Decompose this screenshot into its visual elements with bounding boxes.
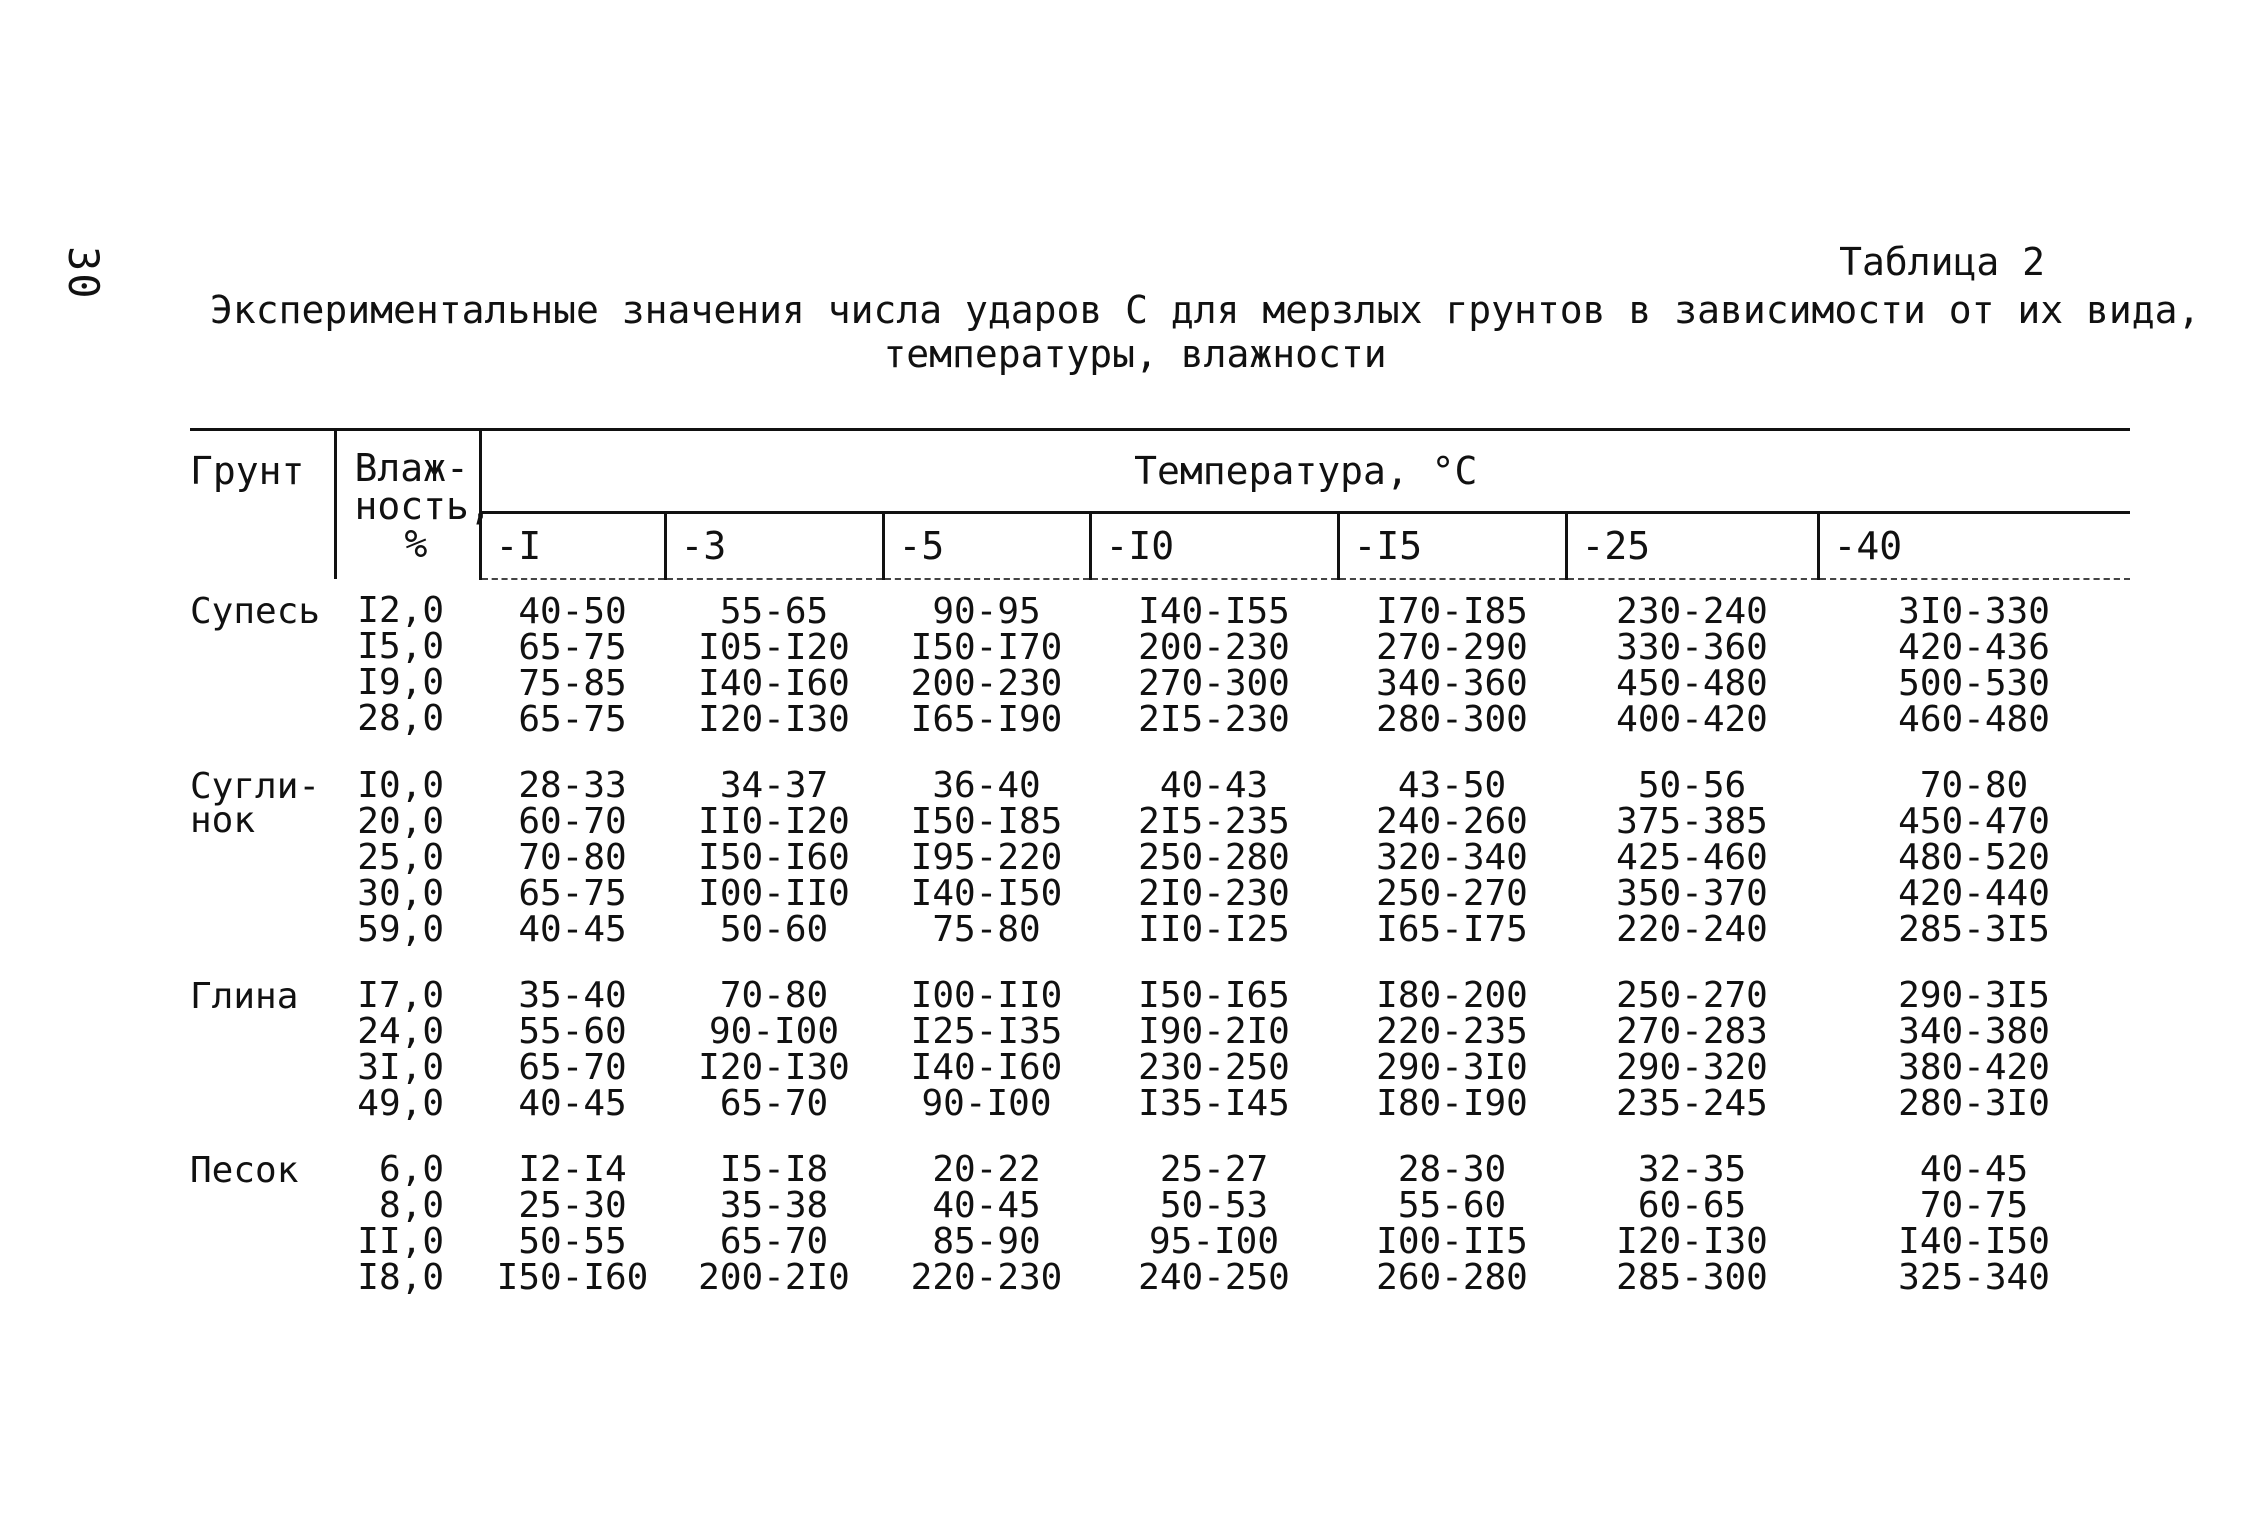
blow-count-value: 285-3I5	[1898, 909, 2050, 950]
soil-name-line: Сугли-	[190, 766, 321, 807]
blow-count-value: 35-40	[518, 975, 627, 1016]
moisture-value: 49,0	[357, 1083, 444, 1124]
blow-count-cell	[1818, 754, 2130, 964]
blow-count-value: I5-I8	[719, 1149, 829, 1190]
page-number: 30	[59, 246, 108, 301]
moisture-value: 24,0	[357, 1011, 444, 1052]
header-moisture-unit: %	[404, 522, 428, 566]
blow-count-value: 285-300	[1616, 1257, 1768, 1298]
moisture-value: 25,0	[357, 837, 444, 878]
moisture-value: 3I,0	[357, 1047, 444, 1088]
blow-count-value: 90-I00	[921, 1083, 1052, 1124]
blow-count-value: 50-53	[1159, 1185, 1269, 1226]
blow-count-value: 260-280	[1376, 1257, 1528, 1298]
blow-count-value: 90-I00	[708, 1011, 840, 1052]
blow-count-value: I2-I4	[518, 1149, 627, 1190]
header-temp-col-6: -25	[1566, 513, 1818, 580]
blow-count-value: 70-80	[1919, 765, 2029, 806]
blow-count-cell	[883, 579, 1090, 754]
soil-name-cell	[190, 754, 335, 964]
blow-count-cell	[1090, 1138, 1338, 1312]
blow-count-value: 340-360	[1376, 663, 1528, 704]
blow-count-value: 40-45	[932, 1185, 1041, 1226]
blow-count-value: 65-75	[518, 699, 627, 740]
blow-count-value: 500-530	[1898, 663, 2050, 704]
blow-count-value: 230-240	[1616, 591, 1768, 632]
blow-count-value: 65-70	[719, 1221, 829, 1262]
blow-count-value: 425-460	[1616, 837, 1768, 878]
blow-count-value: I20-I30	[1616, 1221, 1768, 1262]
data-table	[190, 428, 2130, 1312]
blow-count-value: 40-45	[518, 909, 627, 950]
blow-count-cell	[1566, 964, 1818, 1138]
blow-count-value: 2I5-235	[1138, 801, 1290, 842]
header-temp-col-3: -5	[883, 513, 1090, 580]
blow-count-value: 240-250	[1138, 1257, 1290, 1298]
blow-count-value: I25-I35	[910, 1011, 1063, 1052]
moisture-value: 30,0	[357, 873, 444, 914]
blow-count-value: 325-340	[1898, 1257, 2050, 1298]
blow-count-value: 400-420	[1616, 699, 1768, 740]
blow-count-value: 65-75	[518, 627, 627, 668]
blow-count-cell	[1566, 1138, 1818, 1312]
blow-count-value: 20-22	[932, 1149, 1041, 1190]
blow-count-value: 25-30	[518, 1185, 627, 1226]
blow-count-value: 70-75	[1919, 1185, 2029, 1226]
blow-count-value: I50-I70	[910, 627, 1063, 668]
blow-count-cell	[1090, 579, 1338, 754]
soil-name-line: нок	[190, 800, 256, 841]
blow-count-value: 28-33	[518, 765, 627, 806]
blow-count-value: 320-340	[1376, 837, 1528, 878]
moisture-value: 28,0	[357, 698, 444, 739]
header-moisture-line1: Влаж-	[354, 446, 469, 490]
soil-name-line: Супесь	[190, 591, 321, 632]
moisture-cell	[335, 964, 480, 1138]
blow-count-value: 235-245	[1616, 1083, 1768, 1124]
blow-count-cell	[480, 964, 665, 1138]
header-temp-col-2: -3	[665, 513, 883, 580]
blow-count-value: I50-I60	[496, 1257, 649, 1298]
moisture-value: I9,0	[357, 662, 444, 703]
blow-count-cell	[665, 964, 883, 1138]
blow-count-value: II0-I25	[1138, 909, 1290, 950]
blow-count-value: 55-60	[1397, 1185, 1507, 1226]
blow-count-value: 200-2I0	[698, 1257, 850, 1298]
header-moisture-line2: ность,	[354, 484, 492, 528]
blow-count-value: 270-300	[1138, 663, 1290, 704]
moisture-value: I7,0	[357, 975, 444, 1016]
blow-count-cell	[1338, 1138, 1566, 1312]
header-soil: Грунт	[190, 430, 335, 580]
blow-count-value: 280-3I0	[1898, 1083, 2050, 1124]
blow-count-value: 70-80	[719, 975, 829, 1016]
blow-count-value: 330-360	[1616, 627, 1768, 668]
moisture-value: I2,0	[357, 590, 444, 631]
moisture-cell	[335, 1138, 480, 1312]
blow-count-cell	[1090, 754, 1338, 964]
blow-count-value: I00-II0	[910, 975, 1063, 1016]
table-title	[210, 288, 2201, 376]
blow-count-value: I20-I30	[698, 1047, 850, 1088]
moisture-value: I5,0	[357, 626, 444, 667]
moisture-value: 20,0	[357, 801, 444, 842]
blow-count-value: 290-320	[1616, 1047, 1768, 1088]
blow-count-cell	[883, 754, 1090, 964]
header-moisture	[335, 430, 492, 580]
moisture-value: I8,0	[357, 1257, 444, 1298]
blow-count-value: I80-I90	[1376, 1083, 1528, 1124]
blow-count-value: 43-50	[1397, 765, 1507, 806]
blow-count-value: 200-230	[910, 663, 1063, 704]
table-body	[190, 579, 2130, 1312]
blow-count-value: 50-60	[719, 909, 829, 950]
header-temperature: Температура, °С	[480, 430, 2130, 513]
blow-count-value: 230-250	[1138, 1047, 1290, 1088]
blow-count-value: 75-80	[932, 909, 1041, 950]
blow-count-cell	[1818, 964, 2130, 1138]
blow-count-value: 290-3I0	[1376, 1047, 1528, 1088]
table-label: Таблица 2	[1839, 240, 2045, 284]
blow-count-value: 460-480	[1898, 699, 2050, 740]
blow-count-value: I05-I20	[698, 627, 850, 668]
blow-count-value: 65-70	[518, 1047, 627, 1088]
blow-count-value: 250-280	[1138, 837, 1290, 878]
blow-count-value: 40-45	[1919, 1149, 2029, 1190]
blow-count-value: I00-II5	[1376, 1221, 1528, 1262]
blow-count-value: 36-40	[932, 765, 1041, 806]
blow-count-cell	[665, 754, 883, 964]
blow-count-value: 220-240	[1616, 909, 1768, 950]
blow-count-value: 70-80	[518, 837, 627, 878]
blow-count-cell	[1338, 754, 1566, 964]
blow-count-cell	[1338, 964, 1566, 1138]
blow-count-value: 95-I00	[1148, 1221, 1280, 1262]
title-line-1: Экспериментальные значения числа ударов С для мерзлых грунтов в зависимости от их вида,	[210, 288, 2201, 332]
blow-count-value: I65-I75	[1376, 909, 1528, 950]
blow-count-value: 55-65	[719, 591, 829, 632]
blow-count-value: I35-I45	[1138, 1083, 1290, 1124]
blow-count-value: 60-70	[518, 801, 627, 842]
blow-count-cell	[883, 1138, 1090, 1312]
header-temp-col-5: -I5	[1338, 513, 1566, 580]
blow-count-value: I70-I85	[1376, 591, 1528, 632]
blow-count-cell	[883, 964, 1090, 1138]
moisture-value: II,0	[357, 1221, 444, 1262]
blow-count-value: 350-370	[1616, 873, 1768, 914]
table-row	[190, 579, 2130, 754]
blow-count-cell	[480, 1138, 665, 1312]
blow-count-value: 65-70	[719, 1083, 829, 1124]
blow-count-value: I50-I60	[698, 837, 850, 878]
table-row	[190, 754, 2130, 964]
blow-count-value: 220-230	[910, 1257, 1063, 1298]
blow-count-cell	[1338, 579, 1566, 754]
blow-count-value: 40-43	[1159, 765, 1269, 806]
blow-count-value: 32-35	[1637, 1149, 1747, 1190]
blow-count-value: II0-I20	[698, 801, 850, 842]
blow-count-cell	[1566, 579, 1818, 754]
blow-count-cell	[480, 754, 665, 964]
blow-count-value: I00-II0	[698, 873, 850, 914]
blow-count-value: I40-I60	[910, 1047, 1063, 1088]
blow-count-value: 25-27	[1159, 1149, 1269, 1190]
blow-count-value: 380-420	[1898, 1047, 2050, 1088]
blow-count-value: 340-380	[1898, 1011, 2050, 1052]
blow-count-value: I65-I90	[910, 699, 1063, 740]
blow-count-cell	[1090, 964, 1338, 1138]
blow-count-value: 450-480	[1616, 663, 1768, 704]
header-temp-col-7: -40	[1818, 513, 2130, 580]
blow-count-value: 35-38	[719, 1185, 829, 1226]
blow-count-cell	[1818, 1138, 2130, 1312]
blow-count-cell	[1566, 754, 1818, 964]
blow-count-value: 200-230	[1138, 627, 1290, 668]
soil-name-line: Песок	[190, 1150, 299, 1191]
blow-count-value: I50-I85	[910, 801, 1063, 842]
blow-count-value: 420-440	[1898, 873, 2050, 914]
blow-count-value: 270-283	[1616, 1011, 1768, 1052]
data-table-container	[190, 428, 2130, 1312]
blow-count-value: I40-I60	[698, 663, 850, 704]
blow-count-value: 2I5-230	[1138, 699, 1290, 740]
blow-count-value: 40-45	[518, 1083, 627, 1124]
blow-count-value: 250-270	[1616, 975, 1768, 1016]
blow-count-value: 28-30	[1397, 1149, 1507, 1190]
blow-count-value: 55-60	[518, 1011, 627, 1052]
blow-count-value: I90-2I0	[1138, 1011, 1290, 1052]
blow-count-value: 375-385	[1616, 801, 1768, 842]
title-line-2: температуры, влажности	[883, 332, 1387, 376]
moisture-value: 59,0	[357, 909, 444, 950]
soil-name-cell	[190, 1138, 335, 1312]
blow-count-value: I95-220	[910, 837, 1063, 878]
blow-count-value: 50-55	[518, 1221, 627, 1262]
moisture-cell	[335, 754, 480, 964]
blow-count-value: I50-I65	[1138, 975, 1290, 1016]
blow-count-value: 3I0-330	[1898, 591, 2050, 632]
blow-count-value: 280-300	[1376, 699, 1528, 740]
header-temp-col-4: -I0	[1090, 513, 1338, 580]
moisture-value: 8,0	[378, 1185, 444, 1226]
blow-count-value: 75-85	[518, 663, 627, 704]
blow-count-value: I40-I55	[1138, 591, 1290, 632]
blow-count-value: 34-37	[719, 765, 829, 806]
blow-count-value: 420-436	[1898, 627, 2050, 668]
blow-count-value: I40-I50	[1898, 1221, 2050, 1262]
blow-count-value: 40-50	[518, 591, 627, 632]
blow-count-value: I20-I30	[698, 699, 850, 740]
blow-count-value: 60-65	[1637, 1185, 1747, 1226]
blow-count-value: 90-95	[932, 591, 1041, 632]
blow-count-value: 290-3I5	[1898, 975, 2050, 1016]
blow-count-value: 65-75	[518, 873, 627, 914]
blow-count-value: 220-235	[1376, 1011, 1528, 1052]
moisture-cell	[335, 579, 480, 754]
blow-count-value: 2I0-230	[1138, 873, 1290, 914]
moisture-value: I0,0	[357, 765, 444, 806]
blow-count-value: 240-260	[1376, 801, 1528, 842]
blow-count-cell	[480, 579, 665, 754]
blow-count-value: 50-56	[1637, 765, 1747, 806]
blow-count-value: 85-90	[932, 1221, 1041, 1262]
soil-name-cell	[190, 964, 335, 1138]
header-temp-col-1: -I	[480, 513, 665, 580]
blow-count-value: 250-270	[1376, 873, 1528, 914]
blow-count-value: I80-200	[1376, 975, 1528, 1016]
blow-count-cell	[665, 1138, 883, 1312]
table-row	[190, 964, 2130, 1138]
blow-count-value: I40-I50	[910, 873, 1063, 914]
moisture-value: 6,0	[378, 1149, 444, 1190]
table-row	[190, 1138, 2130, 1312]
soil-name-cell	[190, 579, 335, 754]
blow-count-value: 480-520	[1898, 837, 2050, 878]
soil-name-line: Глина	[190, 976, 299, 1017]
blow-count-value: 450-470	[1898, 801, 2050, 842]
blow-count-cell	[665, 579, 883, 754]
blow-count-value: 270-290	[1376, 627, 1528, 668]
blow-count-cell	[1818, 579, 2130, 754]
